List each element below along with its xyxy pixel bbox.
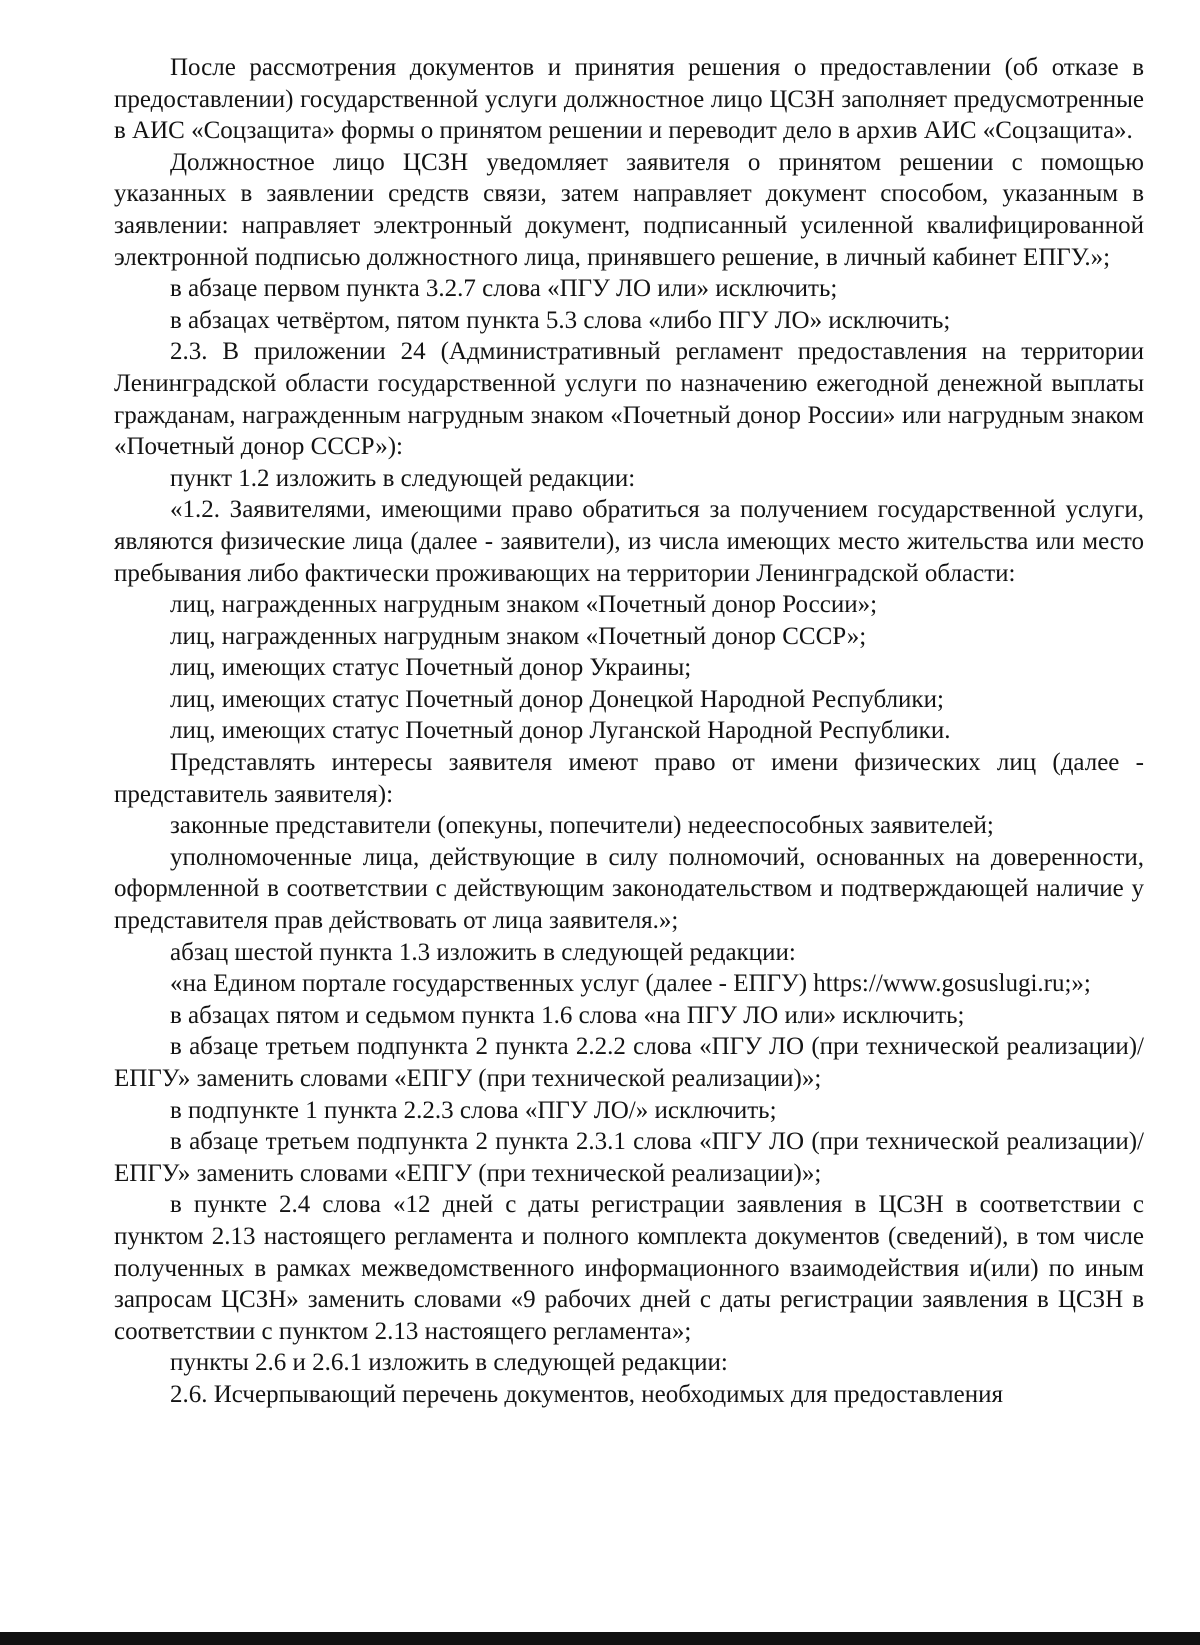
paragraph-14: законные представители (опекуны, попечители) недееспособных заявителей; <box>170 812 994 840</box>
paragraph-9: лиц, награжденных нагрудным знаком «Почетный донор СССР»; <box>170 622 867 650</box>
paragraph-7: «1.2. Заявителями, имеющими право обратиться за получением государственной услуги, являются физические лица (далее - заявители), из числа имеющих место жительства или место пребывания либо фактически проживающих на территории Ленинградской области: <box>114 496 1144 587</box>
paragraph-2: Должностное лицо ЦСЗН уведомляет заявителя о принятом решении с помощью указанных в заявлении средств связи, затем направляет документ способом, указанным в заявлении: направляет электронный документ, подписанный усиленной квалифицированной электронной подписью должностного лица, принявшего решение, в личный кабинет ЕПГУ.»; <box>114 148 1144 271</box>
paragraph-15: уполномоченные лица, действующие в силу полномочий, основанных на доверенности, оформленной в соответствии с действующим законодательством и подтверждающей наличие у представителя прав действовать от лица заявителя.»; <box>114 843 1144 935</box>
paragraph-20: в подпункте 1 пункта 2.2.3 слова «ПГУ ЛО/» исключить; <box>170 1096 777 1124</box>
paragraph-13: Представлять интересы заявителя имеют право от имени физических лиц (далее - представитель заявителя): <box>114 749 1144 808</box>
paragraph-12: лиц, имеющих статус Почетный донор Луганской Народной Республики. <box>170 717 951 745</box>
paragraph-23: пункты 2.6 и 2.6.1 изложить в следующей редакции: <box>170 1349 728 1377</box>
paragraph-3: в абзаце первом пункта 3.2.7 слова «ПГУ ЛО или» исключить; <box>170 275 838 303</box>
paragraph-22: в пункте 2.4 слова «12 дней с даты регистрации заявления в ЦСЗН в соответствии с пунктом 2.13 настоящего регламента и полного комплекта документов (сведений), в том числе полученных в рамках межведомственного информационного взаимодействия и(или) по иным запросам ЦСЗН» заменить словами «9 рабочих дней с даты регистрации заявления в ЦСЗН в соответствии с пунктом 2.13 настоящего регламента»; <box>114 1191 1144 1345</box>
paragraph-6: пункт 1.2 изложить в следующей редакции: <box>170 464 636 492</box>
paragraph-8: лиц, награжденных нагрудным знаком «Почетный донор России»; <box>170 591 878 619</box>
document-body <box>114 52 1144 1411</box>
paragraph-18: в абзацах пятом и седьмом пункта 1.6 слова «на ПГУ ЛО или» исключить; <box>170 1001 965 1029</box>
scan-bottom-edge <box>0 1632 1200 1645</box>
paragraph-5: 2.3. В приложении 24 (Административный регламент предоставления на территории Ленинградской области государственной услуги по назначению ежегодной денежной выплаты гражданам, награжденным нагрудным знаком «Почетный донор России» или нагрудным знаком «Почетный донор СССР»): <box>114 338 1144 461</box>
paragraph-4: в абзацах четвёртом, пятом пункта 5.3 слова «либо ПГУ ЛО» исключить; <box>170 306 951 334</box>
paragraph-19: в абзаце третьем подпункта 2 пункта 2.2.2 слова «ПГУ ЛО (при технической реализации)/ЕПГУ» заменить словами «ЕПГУ (при технической реализации)»; <box>114 1033 1144 1092</box>
paragraph-21: в абзаце третьем подпункта 2 пункта 2.3.1 слова «ПГУ ЛО (при технической реализации)/ЕПГУ» заменить словами «ЕПГУ (при технической реализации)»; <box>114 1128 1144 1187</box>
paragraph-17: «на Едином портале государственных услуг (далее - ЕПГУ) https://www.gosuslugi.ru;»; <box>170 970 1091 998</box>
paragraph-11: лиц, имеющих статус Почетный донор Донецкой Народной Республики; <box>170 685 944 713</box>
paragraph-24: 2.6. Исчерпывающий перечень документов, необходимых для предоставления <box>170 1380 1003 1408</box>
paragraph-10: лиц, имеющих статус Почетный донор Украины; <box>170 654 692 682</box>
paragraph-1: После рассмотрения документов и принятия решения о предоставлении (об отказе в предоставлении) государственной услуги должностное лицо ЦСЗН заполняет предусмотренные в АИС «Соцзащита» формы о принятом решении и переводит дело в архив АИС «Соцзащита». <box>114 54 1144 145</box>
paragraph-16: абзац шестой пункта 1.3 изложить в следующей редакции: <box>170 938 796 966</box>
